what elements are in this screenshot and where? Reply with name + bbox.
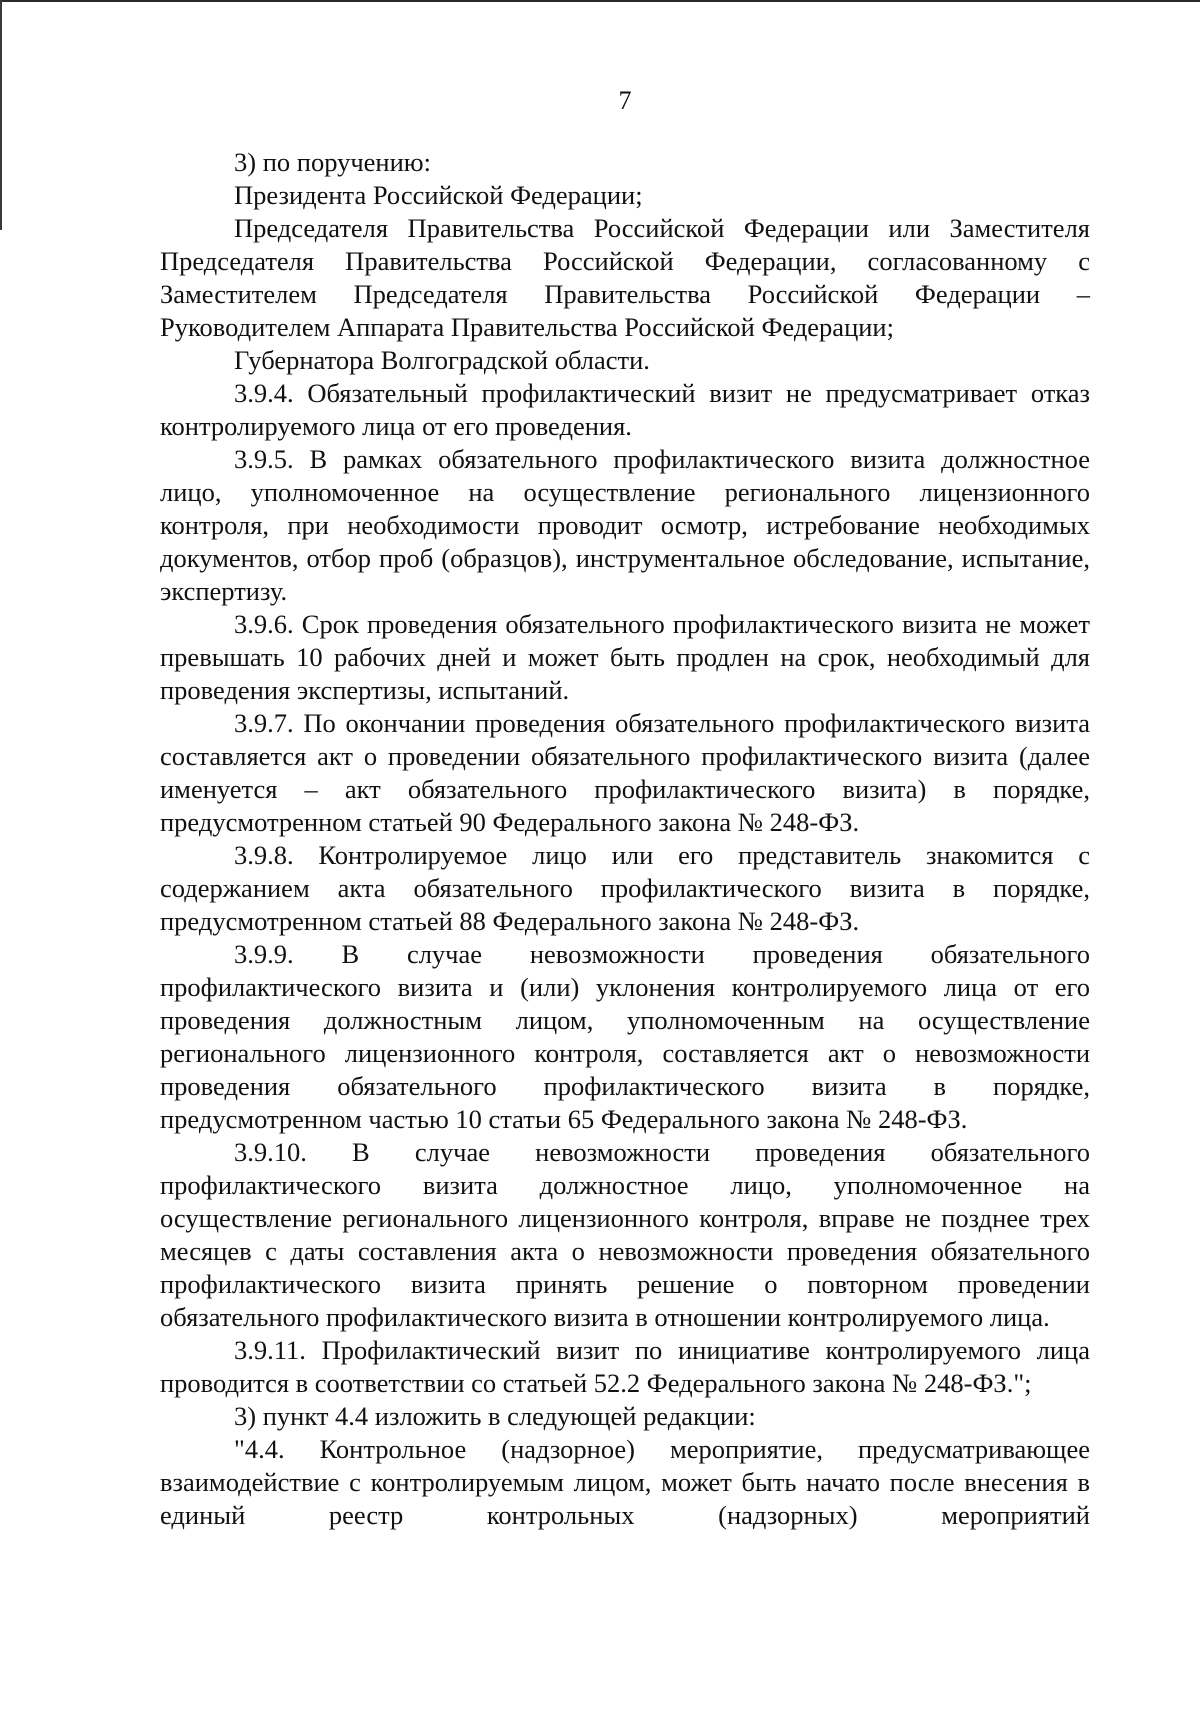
paragraph-president: Президента Российской Федерации; — [234, 180, 643, 210]
paragraph-governor: Губернатора Волгоградской области. — [234, 345, 650, 375]
paragraph-3-9-7: 3.9.7. По окончании проведения обязательного профилактического визита составляется акт о проведении обязательного профилактического визита (далее именуется – акт обязательного профилактического визита) в порядке, предусмотренном статьей 90 Федерального закона № 248-ФЗ. — [160, 708, 1090, 837]
paragraph-3-9-4: 3.9.4. Обязательный профилактический визит не предусматривает отказ контролируемого лица от его проведения. — [160, 378, 1090, 441]
paragraph-3-9-11: 3.9.11. Профилактический визит по инициативе контролируемого лица проводится в соответствии со статьей 52.2 Федерального закона № 248-ФЗ."; — [160, 1335, 1090, 1398]
paragraph-3-9-8: 3.9.8. Контролируемое лицо или его представитель знакомится с содержанием акта обязательного профилактического визита в порядке, предусмотренном статьей 88 Федерального закона № 248-ФЗ. — [160, 840, 1090, 936]
paragraph-3-9-6: 3.9.6. Срок проведения обязательного профилактического визита не может превышать 10 рабочих дней и может быть продлен на срок, необходимый для проведения экспертизы, испытаний. — [160, 609, 1090, 705]
document-body — [160, 146, 1090, 1532]
paragraph-3-9-10: 3.9.10. В случае невозможности проведения обязательного профилактического визита должностное лицо, уполномоченное на осуществление регионального лицензионного контроля, вправе не позднее трех месяцев с даты составления акта о невозможности проведения обязательного профилактического визита принять решение о повторном проведении обязательного профилактического визита в отношении контролируемого лица. — [160, 1137, 1090, 1332]
paragraph-chairman: Председателя Правительства Российской Федерации или Заместителя Председателя Правительства Российской Федерации, согласованному с Заместителем Председателя Правительства Российской Федерации – Руководителем Аппарата Правительства Российской Федерации; — [160, 213, 1090, 342]
paragraph-instruction-3: 3) по поручению: — [234, 147, 431, 177]
page-number: 7 — [618, 86, 632, 115]
paragraph-3-9-9: 3.9.9. В случае невозможности проведения обязательного профилактического визита и (или) уклонения контролируемого лица от его проведения должностным лицом, уполномоченным на осуществление регионального лицензионного контроля, составляется акт о невозможности проведения обязательного профилактического визита в порядке, предусмотренном частью 10 статьи 65 Федерального закона № 248-ФЗ. — [160, 939, 1090, 1134]
paragraph-3-9-5: 3.9.5. В рамках обязательного профилактического визита должностное лицо, уполномоченное на осуществление регионального лицензионного контроля, при необходимости проводит осмотр, истребование необходимых документов, отбор проб (образцов), инструментальное обследование, испытание, экспертизу. — [160, 444, 1090, 606]
paragraph-4-4: "4.4. Контрольное (надзорное) мероприятие, предусматривающее взаимодействие с контролируемым лицом, может быть начато после внесения в единый реестр контрольных (надзорных) мероприятий — [160, 1434, 1090, 1530]
paragraph-item-4-4-instruction: 3) пункт 4.4 изложить в следующей редакции: — [234, 1401, 756, 1431]
scan-edge-top — [0, 0, 1200, 2]
